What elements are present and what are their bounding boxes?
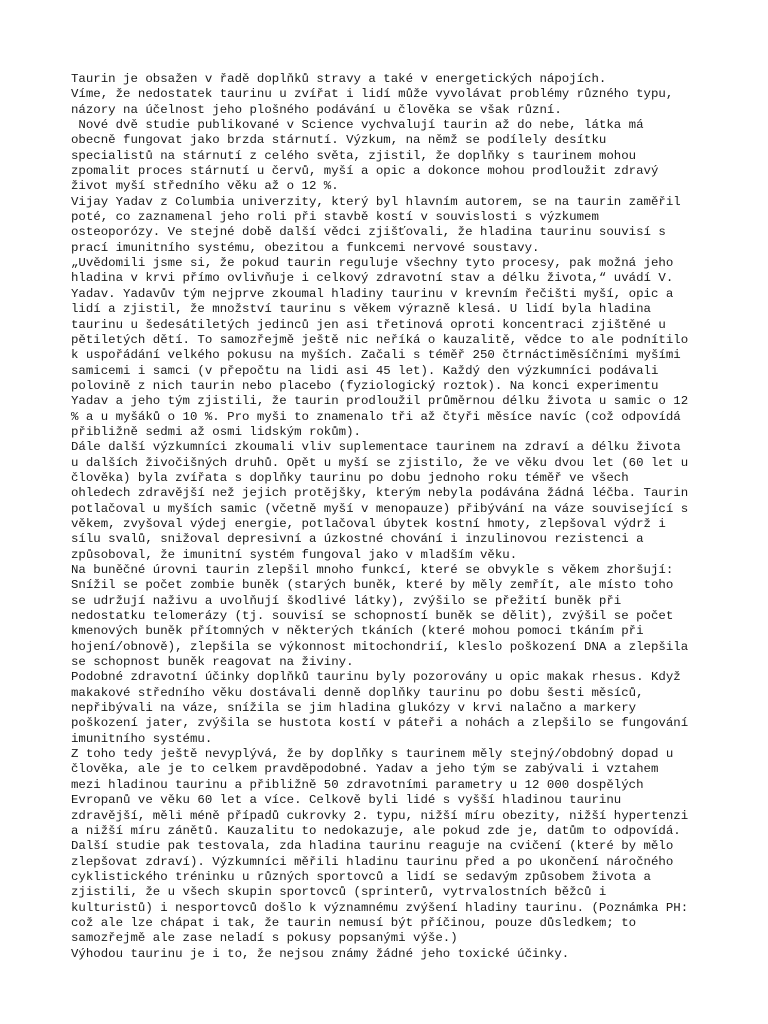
text-line: hladina v krvi přímo ovlivňuje i celkový zdravotní stav a délku života,“ uvádí V.: [71, 271, 674, 286]
text-line: cyklistického tréninku u různých sportovců a lidí se sedavým způsobem života a: [71, 869, 651, 884]
text-line: kmenových buněk přítomných v některých tkáních (které mohou pomoci tkáním při: [71, 624, 644, 639]
text-line: Evropanů ve věku 60 let a více. Celkově byli lidé s vyšší hladinou taurinu: [71, 793, 622, 808]
text-line: věkem, zvyšoval výdej energie, potlačoval úbytek kostní hmoty, zlepšoval výdrž i: [71, 516, 666, 531]
text-line: poté, co zaznamenal jeho roli při stavbě kostí v souvislosti s výzkumem: [71, 210, 599, 225]
text-line: poškození jater, zvýšila se hustota kostí v páteři a nohách a zlepšilo se fungování: [71, 716, 689, 731]
text-line: a nižší míru zánětů. Kauzalitu to nedokazuje, ale pokud zde je, datům to odpovídá.: [71, 823, 681, 838]
text-line: člověka) byla zvířata s doplňky taurinu po dobu jednoho roku téměř ve všech: [71, 470, 629, 485]
text-line: taurinu u šedesátiletých jedinců jen asi třetinová oproti koncentraci zjištěné u: [71, 317, 666, 332]
text-line: zpomalit proces stárnutí u červů, myší a opic a dokonce mohou prodloužit zdravý: [71, 164, 659, 179]
text-line: potlačoval u myších samic (včetně myší v menopauze) přibývání na váze související s: [71, 501, 689, 516]
text-line: „Uvědomili jsme si, že pokud taurin reguluje všechny tyto procesy, pak možná jeho: [71, 256, 674, 271]
text-line: Výhodou taurinu je i to, že nejsou známy žádné jeho toxické účinky.: [71, 946, 570, 961]
text-line: zlepšovat zdraví). Výzkumníci měřili hladinu taurinu před a po ukončení náročného: [71, 854, 674, 869]
text-line: přibližně sedmi až osmi lidským rokům).: [71, 424, 361, 439]
text-line: lidí a zjistil, že množství taurinu s věkem výrazně klesá. U lidí byla hladina: [71, 302, 651, 317]
text-line: prací imunitního systému, obezitou a funkcemi nervové soustavy.: [71, 240, 540, 255]
text-line: samicemi i samci (v přepočtu na lidi asi 45 let). Každý den výzkumníci podávali: [71, 363, 659, 378]
text-line: obecně fungovat jako brzda stárnutí. Výzkum, na němž se podílely desítku: [71, 133, 607, 148]
text-line: život myší středního věku až o 12 %.: [71, 179, 339, 194]
text-line: názory na účelnost jeho plošného podávání u člověka se však různí.: [71, 102, 562, 117]
text-line: Yadav a jeho tým zjistili, že taurin prodloužil průměrnou délku života u samic o 12: [71, 394, 689, 409]
text-line: % a u myšáků o 10 %. Pro myši to znamenalo tři až čtyři měsíce navíc (což odpovídá: [71, 409, 681, 424]
text-line: osteoporózy. Ve stejné době další vědci zjišťovali, že hladina taurinu souvisí s: [71, 225, 666, 240]
text-line: zdravější, měli méně případů cukrovky 2. typu, nižší míru obezity, nižší hypertenzi: [71, 808, 689, 823]
text-line: Na buněčné úrovni taurin zlepšil mnoho funkcí, které se obvykle s věkem zhoršují:: [71, 563, 674, 577]
text-line: Snížil se počet zombie buněk (starých buněk, které by měly zemřít, ale místo toho: [71, 578, 674, 593]
article-text: [71, 72, 711, 962]
text-line: ohledech zdravější než jejich protějšky, kterým nebyla podávána žádná léčba. Taurin: [71, 486, 689, 501]
text-line: Víme, že nedostatek taurinu u zvířat i lidí může vyvolávat problémy různého typu,: [71, 87, 674, 102]
text-line: imunitního systému.: [71, 731, 213, 746]
text-line: Vijay Yadav z Columbia univerzity, který byl hlavním autorem, se na taurin zaměřil: [71, 194, 681, 209]
text-line: Taurin je obsažen v řadě doplňků stravy a také v energetických nápojích.: [71, 72, 607, 86]
text-line: což ale lze chápat i tak, že taurin nemusí být příčinou, pouze důsledkem; to: [71, 915, 637, 930]
text-line: Nové dvě studie publikované v Science vychvalují taurin až do nebe, látka má: [71, 118, 644, 133]
text-line: Z toho tedy ještě nevyplývá, že by doplňky s taurinem měly stejný/obdobný dopad u: [71, 747, 674, 762]
text-line: makakové středního věku dostávali denně doplňky taurinu po dobu šesti měsíců,: [71, 685, 644, 700]
text-line: kulturistů) i nesportovců došlo k významnému zvýšení hladiny taurinu. (Poznámka PH:: [71, 900, 689, 915]
text-line: specialistů na stárnutí z celého světa, zjistil, že doplňky s taurinem mohou: [71, 148, 637, 163]
text-line: se udržují naživu a uvolňují škodlivé látky), zvýšilo se přežití buněk při: [71, 593, 622, 608]
text-line: u dalších živočišných druhů. Opět u myší se zjistilo, že ve věku dvou let (60 let u: [71, 455, 689, 470]
text-line: nepřibývali na váze, snížila se jim hladina glukózy v krvi nalačno a markery: [71, 701, 637, 716]
text-line: způsoboval, že imunitní systém fungoval jako v mladším věku.: [71, 547, 518, 562]
text-line: se schopnost buněk reagovat na živiny.: [71, 655, 354, 670]
text-line: člověka, ale je to celkem pravděpodobné. Yadav a jeho tým se zabývali i vztahem: [71, 762, 659, 777]
text-line: mezi hladinou taurinu a přibližně 50 zdravotními parametry u 12 000 dospělých: [71, 777, 644, 792]
text-line: Další studie pak testovala, zda hladina taurinu reaguje na cvičení (které by mělo: [71, 839, 674, 854]
text-line: sílu svalů, snižoval depresivní a úzkostné chování i inzulinovou rezistenci a: [71, 532, 644, 547]
text-line: nedostatku telomerázy (tj. souvisí se schopností buněk se dělit), zvýšil se počet: [71, 609, 674, 624]
text-line: Dále další výzkumníci zkoumali vliv suplementace taurinem na zdraví a délku života: [71, 440, 681, 455]
text-line: k uspořádání velkého pokusu na myších. Začali s téměř 250 čtrnáctiměsíčními myšími: [71, 348, 681, 363]
text-line: samozřejmě ale zase neladí s pokusy popsanými výše.): [71, 931, 458, 946]
text-line: hojení/obnově), zlepšila se výkonnost mitochondrií, kleslo poškození DNA a zlepšila: [71, 639, 689, 654]
text-line: zjistili, že u všech skupin sportovců (sprinterů, vytrvalostních běžců i: [71, 885, 607, 900]
text-line: pětiletých dětí. To samozřejmě ještě nic neříká o kauzalitě, vědce to ale podnítilo: [71, 332, 689, 347]
text-line: Podobné zdravotní účinky doplňků taurinu byly pozorovány u opic makak rhesus. Když: [71, 670, 681, 685]
text-line: polovině z nich taurin nebo placebo (fyziologický roztok). Na konci experimentu: [71, 378, 659, 393]
text-line: Yadav. Yadavův tým nejprve zkoumal hladiny taurinu v krevním řečišti myší, opic a: [71, 286, 674, 301]
